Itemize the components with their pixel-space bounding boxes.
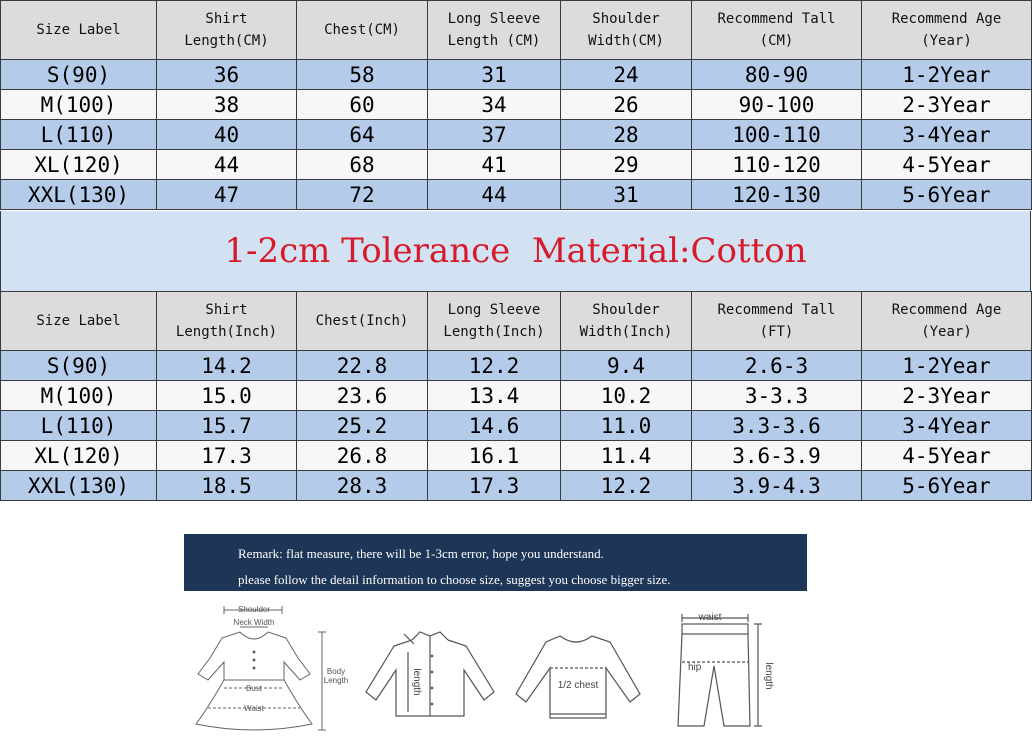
inch-header-shirt-length: Shirt Length(Inch) xyxy=(157,292,297,351)
table-cell: 11.4 xyxy=(561,441,692,471)
cm-size-table xyxy=(0,0,1032,210)
dress-body-label: Body xyxy=(326,667,346,676)
table-row xyxy=(1,471,1032,501)
table-row xyxy=(1,180,1032,210)
table-cell: 64 xyxy=(297,120,428,150)
cm-header-size-label: Size Label xyxy=(1,1,157,60)
pants-icon xyxy=(670,596,780,746)
table-cell: 14.6 xyxy=(428,411,561,441)
remark-line-2: please follow the detail information to choose size, suggest you choose bigger size. xyxy=(238,572,671,587)
table-cell: 26.8 xyxy=(297,441,428,471)
table-cell: L(110) xyxy=(1,120,157,150)
table-cell: 31 xyxy=(561,180,692,210)
dress-neck-label: Neck Width xyxy=(233,618,275,627)
inch-header-recommend-tall: Recommend Tall (FT) xyxy=(692,292,862,351)
table-cell: XL(120) xyxy=(1,150,157,180)
table-cell: 41 xyxy=(428,150,561,180)
dress-waist-label: Waist xyxy=(244,704,264,713)
shirt-icon xyxy=(362,596,497,746)
inch-size-table xyxy=(0,291,1032,501)
table-cell: 3-4Year xyxy=(862,411,1032,441)
table-cell: 14.2 xyxy=(157,351,297,381)
cm-header-shoulder-width: Shoulder Width(CM) xyxy=(561,1,692,60)
table-row xyxy=(1,411,1032,441)
remark-line-1: Remark: flat measure, there will be 1-3cm error, hope you understand. xyxy=(238,546,604,561)
dress-diagram xyxy=(188,596,353,746)
table-cell: M(100) xyxy=(1,381,157,411)
table-cell: XL(120) xyxy=(1,441,157,471)
cm-header-chest: Chest(CM) xyxy=(297,1,428,60)
table-cell: 5-6Year xyxy=(862,180,1032,210)
inch-header-sleeve-length: Long Sleeve Length(Inch) xyxy=(428,292,561,351)
table-cell: 90-100 xyxy=(692,90,862,120)
table-row xyxy=(1,120,1032,150)
cm-header-shirt-length: Shirt Length(CM) xyxy=(157,1,297,60)
table-cell: 1-2Year xyxy=(862,351,1032,381)
table-cell: 110-120 xyxy=(692,150,862,180)
table-cell: 17.3 xyxy=(428,471,561,501)
table-cell: 100-110 xyxy=(692,120,862,150)
dress-length-label: Length xyxy=(323,676,349,685)
table-cell: 36 xyxy=(157,60,297,90)
inch-header-shoulder-width: Shoulder Width(Inch) xyxy=(561,292,692,351)
sweater-diagram xyxy=(510,596,645,746)
table-cell: 44 xyxy=(428,180,561,210)
table-cell: 4-5Year xyxy=(862,441,1032,471)
table-row xyxy=(1,90,1032,120)
table-cell: 60 xyxy=(297,90,428,120)
table-cell: 3.6-3.9 xyxy=(692,441,862,471)
table-cell: S(90) xyxy=(1,60,157,90)
cm-header-row xyxy=(1,1,1032,60)
table-cell: 12.2 xyxy=(428,351,561,381)
table-cell: 18.5 xyxy=(157,471,297,501)
pants-diagram xyxy=(670,596,780,746)
table-cell: 28.3 xyxy=(297,471,428,501)
inch-header-size-label: Size Label xyxy=(1,292,157,351)
table-cell: S(90) xyxy=(1,351,157,381)
table-cell: 4-5Year xyxy=(862,150,1032,180)
dress-bust-label: Bust xyxy=(245,684,263,693)
dress-shoulder-label: Shoulder xyxy=(237,605,271,614)
table-cell: 13.4 xyxy=(428,381,561,411)
table-cell: 80-90 xyxy=(692,60,862,90)
cm-header-recommend-age: Recommend Age (Year) xyxy=(862,1,1032,60)
table-cell: 1-2Year xyxy=(862,60,1032,90)
table-cell: 9.4 xyxy=(561,351,692,381)
table-cell: 17.3 xyxy=(157,441,297,471)
table-cell: 3-4Year xyxy=(862,120,1032,150)
pants-length-label: length xyxy=(763,662,774,690)
cm-header-sleeve-length: Long Sleeve Length (CM) xyxy=(428,1,561,60)
table-cell: 3.3-3.6 xyxy=(692,411,862,441)
shirt-length-label: length xyxy=(411,668,422,696)
tolerance-banner: 1-2cm Tolerance Material:Cotton xyxy=(0,211,1031,291)
cm-header-recommend-tall: Recommend Tall (CM) xyxy=(692,1,862,60)
table-cell: 26 xyxy=(561,90,692,120)
table-cell: 47 xyxy=(157,180,297,210)
table-cell: 23.6 xyxy=(297,381,428,411)
inch-header-row xyxy=(1,292,1032,351)
table-cell: 16.1 xyxy=(428,441,561,471)
inch-header-recommend-age: Recommend Age (Year) xyxy=(862,292,1032,351)
table-row xyxy=(1,150,1032,180)
table-cell: M(100) xyxy=(1,90,157,120)
table-row xyxy=(1,60,1032,90)
table-cell: 31 xyxy=(428,60,561,90)
table-cell: 3.9-4.3 xyxy=(692,471,862,501)
table-cell: XXL(130) xyxy=(1,180,157,210)
table-cell: 2-3Year xyxy=(862,381,1032,411)
pants-waist-label: waist xyxy=(698,612,722,623)
remark-box xyxy=(184,534,807,591)
table-cell: 5-6Year xyxy=(862,471,1032,501)
table-cell: 40 xyxy=(157,120,297,150)
table-cell: 22.8 xyxy=(297,351,428,381)
table-row xyxy=(1,351,1032,381)
table-cell: XXL(130) xyxy=(1,471,157,501)
table-cell: 12.2 xyxy=(561,471,692,501)
dress-icon xyxy=(188,596,353,746)
table-cell: 24 xyxy=(561,60,692,90)
sweater-chest-label: 1/2 chest xyxy=(557,680,599,691)
table-cell: 25.2 xyxy=(297,411,428,441)
table-row xyxy=(1,381,1032,411)
table-cell: 2.6-3 xyxy=(692,351,862,381)
table-cell: 29 xyxy=(561,150,692,180)
table-cell: 34 xyxy=(428,90,561,120)
table-cell: 68 xyxy=(297,150,428,180)
table-cell: 15.7 xyxy=(157,411,297,441)
table-cell: 37 xyxy=(428,120,561,150)
pants-hip-label: hip xyxy=(688,662,702,673)
table-cell: 38 xyxy=(157,90,297,120)
table-cell: 3-3.3 xyxy=(692,381,862,411)
table-cell: 28 xyxy=(561,120,692,150)
sweater-icon xyxy=(510,596,645,746)
table-cell: 15.0 xyxy=(157,381,297,411)
inch-header-chest: Chest(Inch) xyxy=(297,292,428,351)
table-cell: 44 xyxy=(157,150,297,180)
table-cell: 10.2 xyxy=(561,381,692,411)
table-cell: 58 xyxy=(297,60,428,90)
table-cell: 2-3Year xyxy=(862,90,1032,120)
table-row xyxy=(1,441,1032,471)
table-cell: 72 xyxy=(297,180,428,210)
table-cell: 11.0 xyxy=(561,411,692,441)
shirt-diagram xyxy=(362,596,497,746)
table-cell: L(110) xyxy=(1,411,157,441)
table-cell: 120-130 xyxy=(692,180,862,210)
